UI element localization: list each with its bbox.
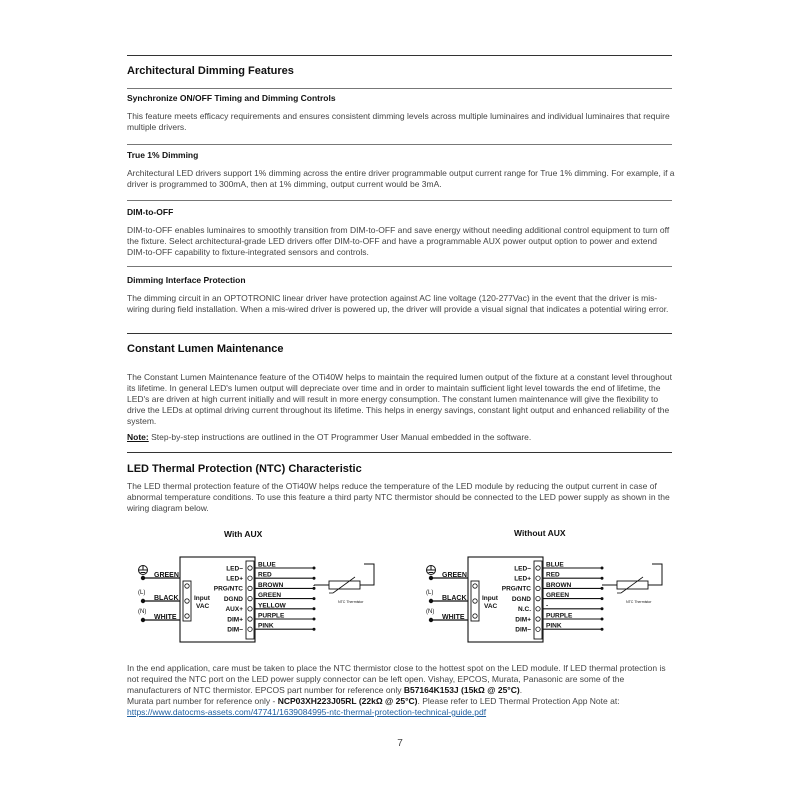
page-number: 7 bbox=[397, 738, 403, 749]
pin-label: PRG/NTC bbox=[213, 585, 243, 593]
paragraph-end bbox=[127, 663, 677, 718]
wire-end-dot bbox=[601, 577, 604, 580]
murata-part-number: NCP03XH223J05RL (22kΩ @ 25°C) bbox=[277, 696, 418, 706]
input-wire-white: WHITE bbox=[154, 614, 177, 621]
paragraph-clm: The Constant Lumen Maintenance feature of the OTi40W helps to maintain the required lumen output of the fixture at a constant level throughout its lifetime. In general LED's lumen output will depreciate over time and in order to maintain sufficient light level towards the end of lifetime, the LED's are driven at high current initially and will result in more energy consumption. The constant lumen maintenance will give the flexibility to drive the LEDs at optimal driving current throughout its lifetime. This helps in energy savings, constant light output and enhanced reliability of the system. bbox=[127, 372, 672, 426]
paragraph-dimoff: DIM-to-OFF enables luminaires to smoothly transition from DIM-to-OFF and save energy without needing additional control equipment to turn off the fixture. Select architectural-grade LED drivers offer DIM-to-OFF and have a programmable AUX power output option to power and extend DIM-to-OFF capability to fixture-integrated sensors and controls. bbox=[127, 225, 670, 257]
thermistor-label: NTC Thermistor bbox=[338, 600, 364, 604]
wire-color-label: RED bbox=[258, 571, 272, 579]
pin-label: DIM− bbox=[515, 626, 531, 634]
paragraph-protection: The dimming circuit in an OPTOTRONIC linear driver have protection against AC line voltage (120-277Vac) in the event that the driver is mis-wiring during field installation. When a mis-wired driver is powered up, the driver will provide a visual signal that indicates a potential wiring error. bbox=[127, 293, 669, 314]
wire-color-label: - bbox=[546, 602, 549, 610]
wire-color-label: PURPLE bbox=[258, 612, 285, 620]
ground-symbol bbox=[139, 566, 148, 575]
wire-end-dot bbox=[601, 607, 604, 610]
epcos-part-number: B57164K153J (15kΩ @ 25°C) bbox=[403, 685, 520, 695]
subsection-title-dimoff: DIM-to-OFF bbox=[127, 207, 174, 217]
wire-end-dot bbox=[313, 577, 316, 580]
subsection-title-protection: Dimming Interface Protection bbox=[127, 275, 246, 285]
divider bbox=[127, 266, 672, 267]
pin-label: PRG/NTC bbox=[501, 585, 531, 593]
end-text-3: . Please refer to LED Thermal Protection App Note at: bbox=[417, 696, 620, 706]
wire-end-dot bbox=[601, 628, 604, 631]
end-text-1: In the end application, care must be taken to place the NTC thermistor close to the hottest spot on the LED module. If LED thermal protection is not required the NTC port on the LED power supply connector can be left open. Vishay, EPCOS, Murata, Panasonic are some of the manufacturers of NTC thermistor. EPCOS part number for reference only bbox=[127, 663, 666, 695]
pin-label: DIM+ bbox=[227, 616, 243, 624]
wiring-diagram-with-aux bbox=[134, 555, 404, 655]
wire-end-dot bbox=[313, 618, 316, 621]
input-label-vac: VAC bbox=[196, 603, 210, 610]
pin-label: DGND bbox=[511, 595, 531, 603]
diagram-title-without-aux: Without AUX bbox=[514, 528, 566, 538]
input-label: Input bbox=[194, 595, 210, 602]
diagram-title-with-aux: With AUX bbox=[224, 529, 263, 539]
wire-color-label: BROWN bbox=[258, 581, 284, 589]
paragraph-ntc: The LED thermal protection feature of the OTi40W helps reduce the temperature of the LED module by reducing the output current in case of abnormal temperature conditions. To use this feature a third party NTC thermistor should be connected to the LED power supply as shown in the wiring diagram below. bbox=[127, 481, 670, 513]
section-rule bbox=[127, 452, 672, 453]
wire-color-label: BROWN bbox=[546, 581, 572, 589]
end-text-2: Murata part number for reference only - bbox=[127, 696, 278, 706]
divider bbox=[127, 144, 672, 145]
input-label: Input bbox=[482, 595, 498, 602]
wire-color-label: BLUE bbox=[546, 561, 564, 569]
divider bbox=[127, 200, 672, 201]
wire-color-label: YELLOW bbox=[258, 602, 286, 610]
pin-label: DIM− bbox=[227, 626, 243, 634]
pin-label: LED+ bbox=[514, 575, 531, 583]
input-tag-l: (L) bbox=[138, 590, 146, 596]
paragraph-true1: Architectural LED drivers support 1% dimming across the entire driver programmable output current range for True 1% dimming. For example, if a driver is programmed to 300mA, then at 1% dimming, output current would be 3mA. bbox=[127, 168, 675, 189]
wire-end-dot bbox=[313, 628, 316, 631]
thermistor-label: NTC Thermistor bbox=[626, 600, 652, 604]
section-title-ntc: LED Thermal Protection (NTC) Characteristic bbox=[127, 463, 362, 475]
pin-label: LED− bbox=[226, 565, 243, 573]
thermistor bbox=[314, 564, 374, 604]
wire-color-label: RED bbox=[546, 571, 560, 579]
input-terminal-block bbox=[471, 581, 479, 621]
input-wire-green: GREEN bbox=[154, 572, 179, 579]
input-label-vac: VAC bbox=[484, 603, 498, 610]
note-text: Step-by-step instructions are outlined in the OT Programmer User Manual embedded in the software. bbox=[148, 432, 532, 442]
wire-color-label: GREEN bbox=[258, 592, 282, 600]
divider bbox=[127, 88, 672, 89]
wire-end-dot bbox=[313, 587, 316, 590]
wire-end-dot bbox=[601, 587, 604, 590]
subsection-title-sync: Synchronize ON/OFF Timing and Dimming Controls bbox=[127, 93, 336, 103]
wire-end-dot bbox=[601, 618, 604, 621]
pin-label: LED− bbox=[514, 565, 531, 573]
pin-label: LED+ bbox=[226, 575, 243, 583]
input-terminal-block bbox=[183, 581, 191, 621]
pin-label: DGND bbox=[223, 595, 243, 603]
wiring-diagram-without-aux bbox=[422, 555, 692, 655]
ground-symbol bbox=[427, 566, 436, 575]
input-wire-green: GREEN bbox=[442, 572, 467, 579]
input-wire-white: WHITE bbox=[442, 614, 465, 621]
wire-color-label: PINK bbox=[546, 622, 562, 630]
section-title-clm: Constant Lumen Maintenance bbox=[127, 343, 284, 355]
input-tag-l: (L) bbox=[426, 590, 434, 596]
output-pins bbox=[502, 562, 604, 634]
subsection-title-true1: True 1% Dimming bbox=[127, 150, 199, 160]
pin-label: DIM+ bbox=[515, 616, 531, 624]
output-pins bbox=[214, 562, 316, 634]
wire-end-dot bbox=[313, 607, 316, 610]
input-wire-black: BLACK bbox=[154, 595, 179, 602]
input-tag-n: (N) bbox=[138, 609, 147, 615]
input-tag-n: (N) bbox=[426, 609, 435, 615]
wire-color-label: BLUE bbox=[258, 561, 276, 569]
input-wire-black: BLACK bbox=[442, 595, 467, 602]
wire-color-label: GREEN bbox=[546, 592, 570, 600]
app-note-link[interactable]: https://www.datocms-assets.com/47741/1639084995-ntc-thermal-protection-technical-guide.pdf bbox=[127, 707, 487, 717]
wire-color-label: PINK bbox=[258, 622, 274, 630]
wire-end-dot bbox=[313, 597, 316, 600]
note-clm bbox=[127, 432, 677, 443]
wire-color-label: PURPLE bbox=[546, 612, 573, 620]
pin-label: AUX+ bbox=[225, 606, 243, 614]
note-label: Note: bbox=[127, 432, 149, 442]
end-text-1-end: . bbox=[519, 685, 523, 695]
pin-label: N.C. bbox=[518, 606, 531, 614]
section-rule bbox=[127, 333, 672, 334]
wire-end-dot bbox=[601, 597, 604, 600]
thermistor bbox=[602, 564, 662, 604]
wire-end-dot bbox=[313, 567, 316, 570]
paragraph-sync: This feature meets efficacy requirements and ensures consistent dimming levels across multiple luminaires and individual luminaires that require multiple drivers. bbox=[127, 111, 670, 132]
wire-end-dot bbox=[601, 567, 604, 570]
section-title-architectural-dimming: Architectural Dimming Features bbox=[127, 65, 294, 77]
top-rule bbox=[127, 55, 672, 56]
